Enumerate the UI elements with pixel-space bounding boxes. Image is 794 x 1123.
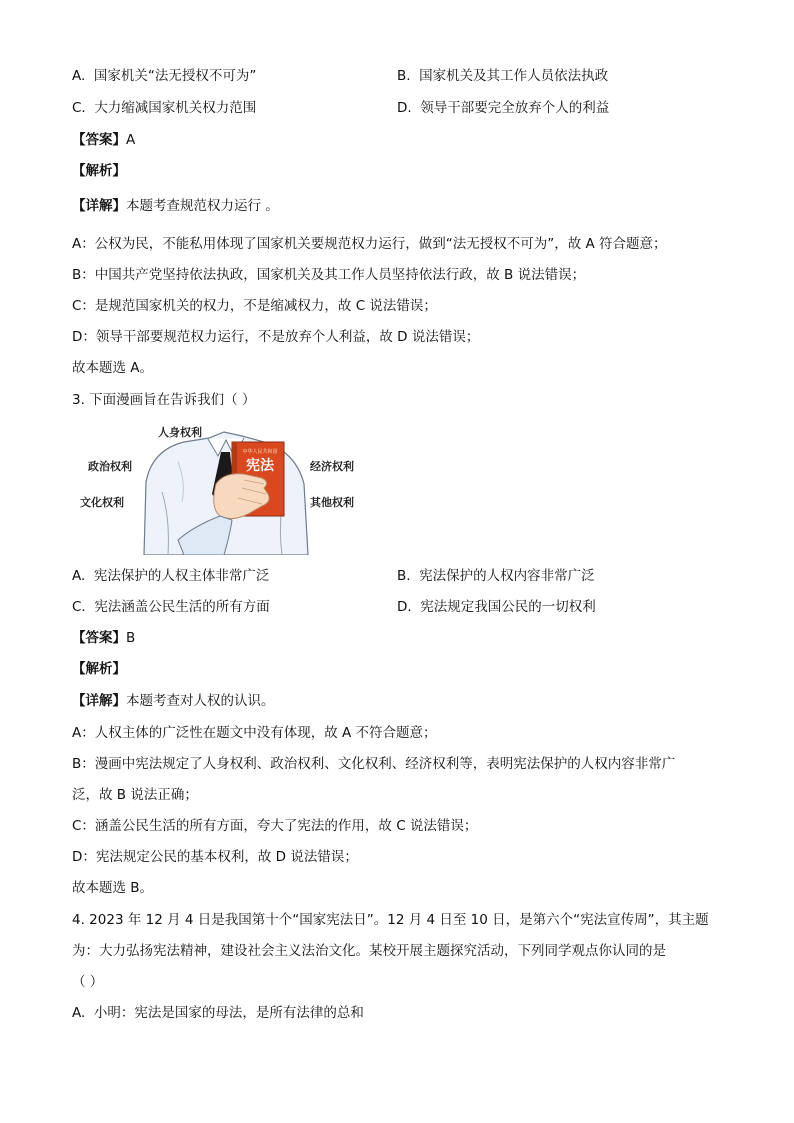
option-text: 领导干部要完全放弃个人的利益	[420, 100, 610, 116]
label-other-rights: 其他权利	[310, 496, 354, 509]
detail-label: 【详解】	[72, 693, 126, 709]
q3-analysis-line: 泛，故 B 说法正确；	[72, 787, 198, 803]
option-letter: C.	[72, 599, 86, 615]
q4-stem-line: 4. 2023 年 12 月 4 日是我国第十个“国家宪法日”。12 月 4 日至 10 日，是第六个“宪法宣传周”，其主题	[72, 912, 709, 928]
answer-label: 【答案】	[72, 132, 126, 148]
answer-value: B	[126, 630, 136, 646]
book-title: 宪法	[246, 458, 274, 474]
q2-detail	[72, 196, 279, 216]
q2-analysis-line: B：中国共产党坚持依法执政，国家机关及其工作人员坚持依法行政，故 B 说法错误；	[72, 267, 586, 283]
q3-analysis-line: A：人权主体的广泛性在题文中没有体现，故 A 不符合题意；	[72, 725, 437, 741]
option-letter: B.	[397, 68, 411, 84]
q3-detail	[72, 691, 275, 711]
q3-analysis-line: B：漫画中宪法规定了人身权利、政治权利、文化权利、经济权利等，表明宪法保护的人权内容非常广	[72, 756, 676, 772]
q2-option-a	[72, 66, 256, 86]
option-letter: D.	[397, 100, 412, 116]
q2-option-c	[72, 98, 256, 118]
option-letter: A.	[72, 568, 86, 584]
answer-value: A	[126, 132, 136, 148]
q2-answer	[72, 130, 135, 150]
q3-option-b	[397, 566, 595, 586]
detail-label: 【详解】	[72, 198, 126, 214]
option-text: 宪法保护的人权内容非常广泛	[419, 568, 595, 584]
q3-analysis-line: D：宪法规定公民的基本权利，故 D 说法错误；	[72, 849, 358, 865]
book-subtitle: 中华人民共和国	[242, 449, 278, 455]
option-text: 国家机关“法无授权不可为”	[93, 68, 257, 84]
q2-analysis-line: C：是规范国家机关的权力，不是缩减权力，故 C 说法错误；	[72, 298, 437, 314]
q4-stem-line: （ ）	[72, 974, 104, 990]
q4-stem-line: 为：大力弘扬宪法精神，建设社会主义法治文化。某校开展主题探究活动，下列同学观点你认同的是	[72, 943, 666, 959]
q3-analysis-line: C：涵盖公民生活的所有方面，夸大了宪法的作用，故 C 说法错误；	[72, 818, 478, 834]
detail-text: 本题考查对人权的认识。	[126, 693, 275, 709]
label-personal-rights: 人身权利	[158, 426, 202, 439]
constitution-comic-image	[74, 422, 364, 555]
q3-option-d	[397, 597, 596, 617]
label-political-rights: 政治权利	[88, 460, 132, 473]
q3-analysis-heading	[72, 659, 126, 679]
option-text: 宪法保护的人权主体非常广泛	[93, 568, 270, 584]
option-text: 大力缩减国家机关权力范围	[94, 100, 257, 116]
option-letter: A.	[72, 68, 86, 84]
q2-option-d	[397, 98, 609, 118]
q3-conclusion: 故本题选 B。	[72, 880, 154, 896]
detail-text: 本题考查规范权力运行 。	[126, 198, 279, 214]
option-letter: D.	[397, 599, 412, 615]
option-letter: C.	[72, 100, 86, 116]
option-text: 宪法涵盖公民生活的所有方面	[94, 599, 270, 615]
q3-stem: 3. 下面漫画旨在告诉我们（ ）	[72, 392, 256, 408]
q3-option-a	[72, 566, 269, 586]
answer-label: 【答案】	[72, 630, 126, 646]
q3-answer	[72, 628, 135, 648]
option-text: 宪法规定我国公民的一切权利	[420, 599, 596, 615]
q2-analysis-heading	[72, 161, 126, 181]
option-letter: A.	[72, 1005, 86, 1021]
q2-analysis-line: D：领导干部要规范权力运行，不是放弃个人利益，故 D 说法错误；	[72, 329, 480, 345]
q2-option-b	[397, 66, 608, 86]
q3-option-c	[72, 597, 270, 617]
label-cultural-rights: 文化权利	[80, 496, 124, 509]
option-letter: B.	[397, 568, 411, 584]
label-economic-rights: 经济权利	[310, 460, 354, 473]
q4-option-a	[72, 1003, 364, 1023]
analysis-label: 【解析】	[72, 661, 126, 677]
q2-conclusion: 故本题选 A。	[72, 360, 154, 376]
option-text: 小明：宪法是国家的母法，是所有法律的总和	[93, 1005, 364, 1021]
analysis-label: 【解析】	[72, 163, 126, 179]
option-text: 国家机关及其工作人员依法执政	[419, 68, 609, 84]
q2-analysis-line: A：公权为民，不能私用体现了国家机关要规范权力运行，做到“法无授权不可为”，故 A 符合题意；	[72, 236, 667, 252]
